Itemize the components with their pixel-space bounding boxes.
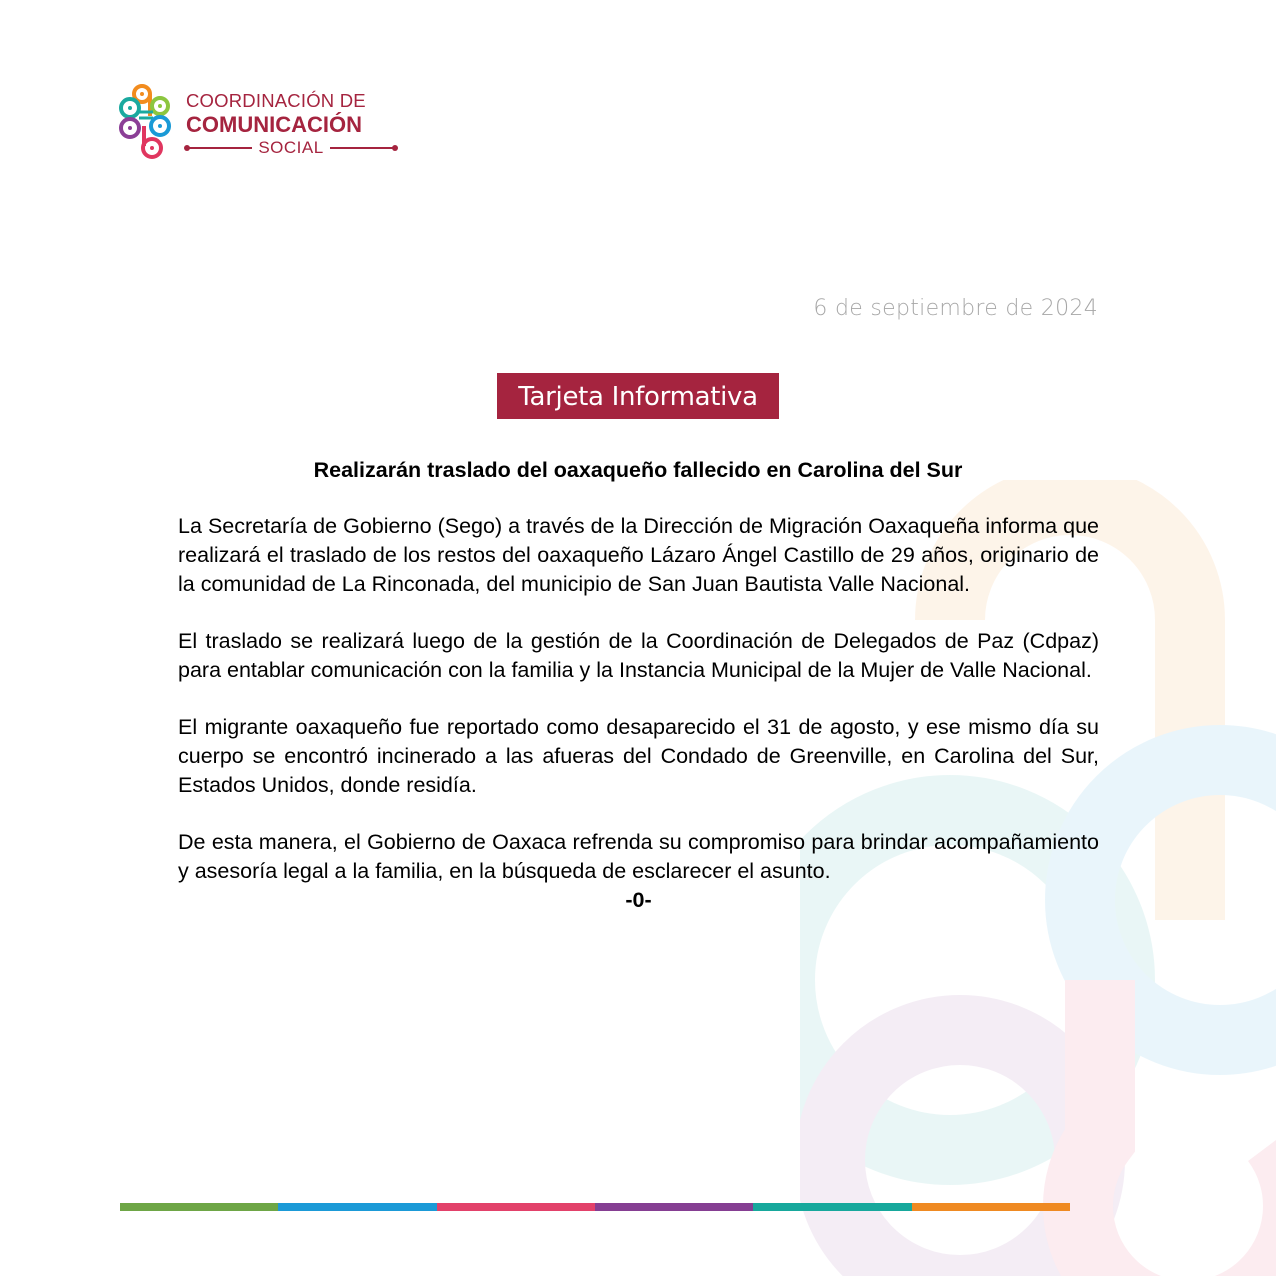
footer-bar-segment-orange: [912, 1203, 1070, 1211]
paragraph-3: El migrante oaxaqueño fue reportado como desaparecido el 31 de agosto, y ese mismo día su cuerpo se encontró incinerado a las afueras del Condado de Greenville, en Carolina del Sur, Estados Unidos, donde residía.: [178, 715, 1099, 797]
logo-rule-left: [186, 147, 252, 149]
paragraph-1: La Secretaría de Gobierno (Sego) a través de la Dirección de Migración Oaxaqueña informa que realizará el traslado de los restos del oaxaqueño Lázaro Ángel Castillo de 29 años, originario de la comunidad de La Rinconada, del municipio de San Juan Bautista Valle Nacional.: [178, 514, 1099, 596]
logo-line-2: COMUNICACIÓN: [186, 112, 362, 137]
paragraph-2: El traslado se realizará luego de la gestión de la Coordinación de Delegados de Paz (Cdpaz) para entablar comunicación con la familia y la Instancia Municipal de la Mujer de Valle Nacional.: [178, 629, 1099, 682]
footer-bar-segment-blue: [278, 1203, 436, 1211]
document-type-badge: Tarjeta Informativa: [497, 373, 779, 419]
footer-bar-segment-pink: [437, 1203, 595, 1211]
end-mark: -0-: [625, 888, 652, 912]
footer-bar-segment-green: [120, 1203, 278, 1211]
document-body: [178, 512, 1099, 915]
headline: Realizarán traslado del oaxaqueño fallecido en Carolina del Sur: [313, 458, 963, 482]
paragraph-4: De esta manera, el Gobierno de Oaxaca refrenda su compromiso para brindar acompañamiento y asesoría legal a la familia, en la búsqueda de esclarecer el asunto.: [178, 830, 1099, 883]
logo-line-1: COORDINACIÓN DE: [186, 90, 366, 111]
footer-bar-segment-purple: [595, 1203, 753, 1211]
logo-text: [186, 90, 396, 158]
document-date: 6 de septiembre de 2024: [813, 296, 1098, 321]
logo-word-social: SOCIAL: [258, 138, 324, 157]
footer-bar-segment-teal: [753, 1203, 911, 1211]
logo: [118, 82, 398, 162]
logo-rule-right: [330, 147, 396, 149]
footer-color-bar: [120, 1203, 1070, 1211]
logo-line-3: [186, 138, 396, 158]
knot-logo-icon: [118, 82, 178, 162]
